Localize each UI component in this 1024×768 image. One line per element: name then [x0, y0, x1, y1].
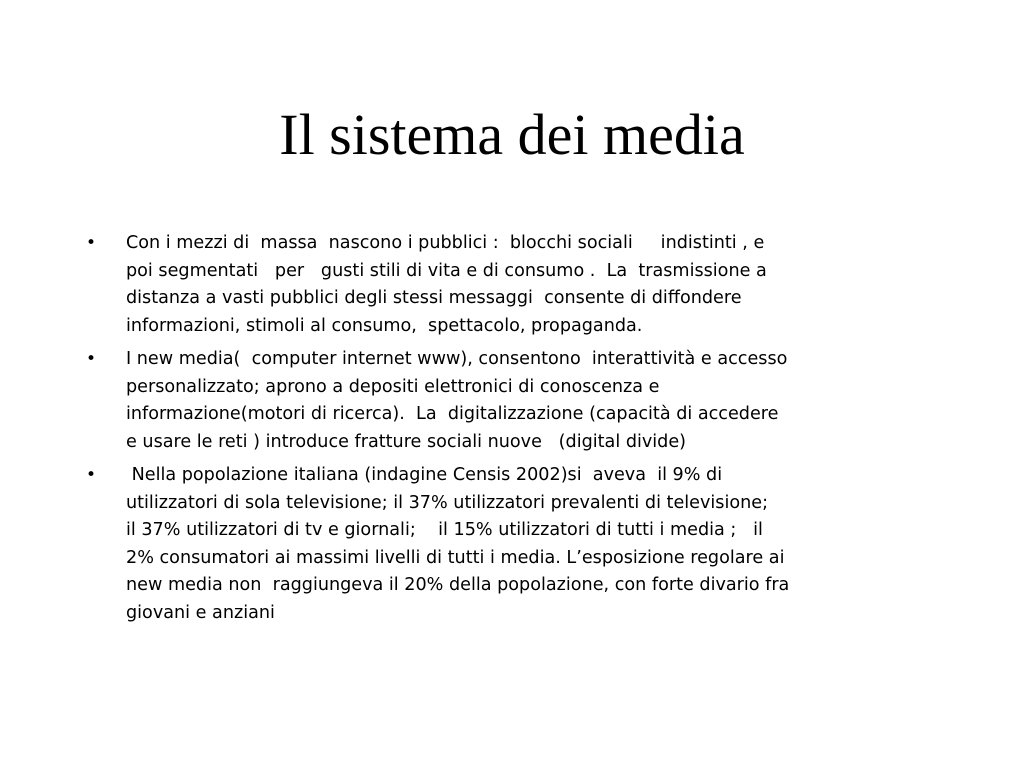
bullet-item-censis-survey	[86, 462, 946, 627]
bullet-text-line: utilizzatori di sola televisione; il 37% utilizzatori prevalenti di televisione;	[126, 492, 769, 513]
bullet-text-line: personalizzato; aprono a depositi elettronici di conoscenza e	[126, 376, 660, 397]
bullet-text-line: distanza a vasti pubblici degli stessi messaggi consente di diffondere	[126, 288, 742, 308]
bullet-text-line: informazioni, stimoli al consumo, spettacolo, propaganda.	[126, 315, 643, 336]
bullet-text-line: e usare le reti ) introduce fratture sociali nuove (digital divide)	[126, 431, 687, 452]
bullet-icon: •	[86, 349, 97, 369]
bullet-text-line: poi segmentati per gusti stili di vita e di consumo . La trasmissione a	[126, 260, 767, 281]
bullet-item-mass-media	[86, 230, 946, 340]
slide-title: Il sistema dei media	[279, 102, 745, 167]
bullet-text-line: informazione(motori di ricerca). La digitalizzazione (capacità di accedere	[126, 404, 779, 424]
bullet-text-line: Con i mezzi di massa nascono i pubblici : blocchi sociali indistinti , e	[126, 233, 765, 253]
bullet-icon: •	[86, 465, 97, 485]
bullet-text-line: new media non raggiungeva il 20% della popolazione, con forte divario fra	[126, 575, 790, 595]
bullet-text-line: I new media( computer internet www), consentono interattività e accesso	[126, 349, 788, 369]
bullet-text-line: Nella popolazione italiana (indagine Censis 2002)si aveva il 9% di	[126, 465, 723, 485]
bullet-icon: •	[86, 233, 97, 253]
bullet-list	[86, 230, 946, 633]
bullet-item-new-media	[86, 346, 946, 456]
bullet-text-line: giovani e anziani	[126, 602, 275, 623]
bullet-text-line: il 37% utilizzatori di tv e giornali; il 15% utilizzatori di tutti i media ; il	[126, 520, 763, 540]
bullet-text-line: 2% consumatori ai massimi livelli di tutti i media. L’esposizione regolare ai	[126, 547, 785, 568]
